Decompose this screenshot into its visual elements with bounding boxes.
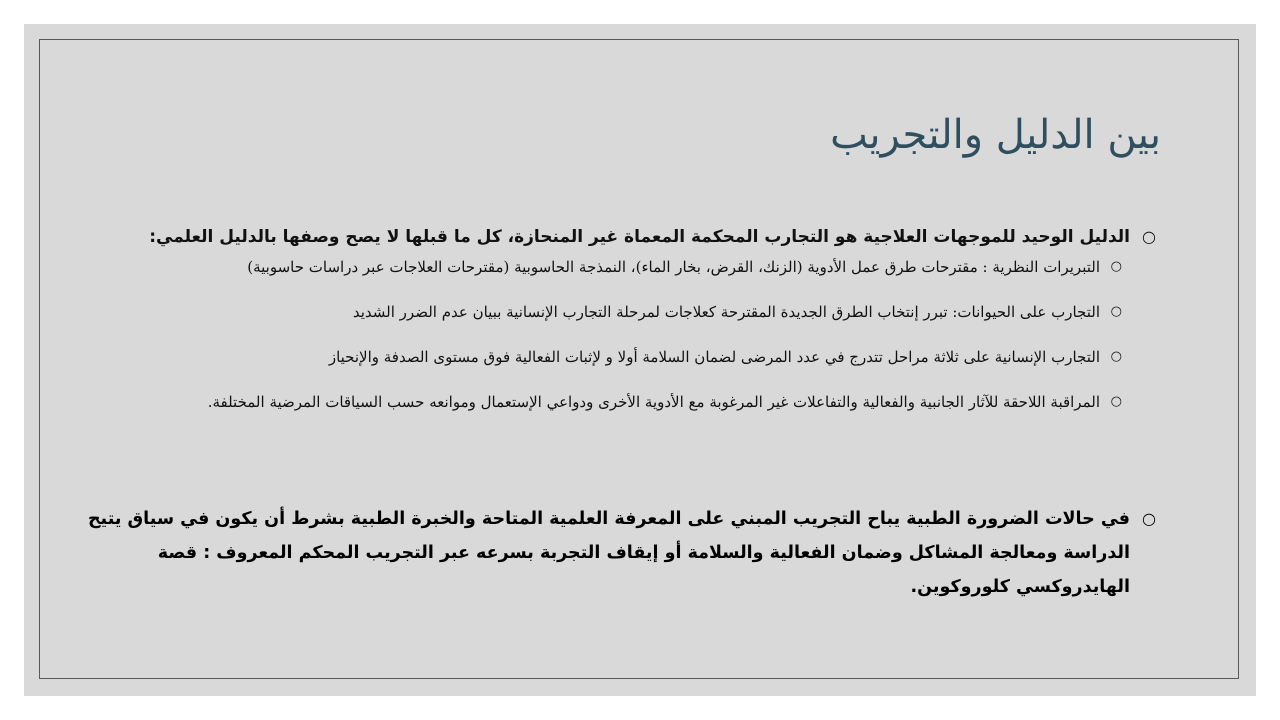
list-item <box>84 346 1122 368</box>
slide-title: بين الدليل والتجريب <box>830 112 1161 158</box>
second-point-text: في حالات الضرورة الطبية يباح التجريب المبني على المعرفة العلمية المتاحة والخبرة الطبية بشرط أن يكون في سياق يتيح الدراسة ومعالجة المشاكل وضمان الفعالية والسلامة أو إيقاف التجربة بسرعه عبر التجريب المحكم المعروف : قصة الهايدروكسي كلوروكوين. <box>87 509 1130 597</box>
sub-point-text: التبريرات النظرية : مقترحات طرق عمل الأدوية (الزنك، القرض، بخار الماء)، النمذجة الحاسوبية (مقترحات العلاجات عبر دراسات حاسوبية) <box>247 258 1100 276</box>
sub-bullet-icon: ○ <box>1110 394 1122 409</box>
sub-bullet-icon: ○ <box>1110 304 1122 319</box>
sub-point-text: التجارب الإنسانية على ثلاثة مراحل تتدرج في عدد المرضى لضمان السلامة أولا و لإثبات الفعالية فوق مستوى الصدفة والإنحياز <box>328 348 1100 366</box>
main-point-text: الدليل الوحيد للموجهات العلاجية هو التجارب المحكمة المعماة غير المنحازة، كل ما قبلها لا يصح وصفها بالدليل العلمي: <box>149 227 1130 247</box>
sub-bullet-icon: ○ <box>1110 259 1122 274</box>
list-item <box>84 256 1122 278</box>
slide <box>24 24 1256 696</box>
sub-points-list <box>84 256 1156 413</box>
slide-content <box>84 224 1156 436</box>
main-point <box>84 224 1156 250</box>
sub-point-text: التجارب على الحيوانات: تبرر إنتخاب الطرق الجديدة المقترحة كعلاجات لمرحلة التجارب الإنسانية ببيان عدم الضرر الشديد <box>352 303 1100 321</box>
list-item <box>84 391 1122 413</box>
bullet-marker-icon: ○ <box>1142 509 1156 528</box>
sub-point-text: المراقبة اللاحقة للآثار الجانبية والفعالية والتفاعلات غير المرغوبة مع الأدوية الأخرى ودواعي الإستعمال وموانعه حسب السياقات المرضية المختلفة. <box>207 393 1100 411</box>
second-point-block <box>79 502 1156 604</box>
list-item <box>84 301 1122 323</box>
second-point <box>79 502 1156 604</box>
sub-bullet-icon: ○ <box>1110 349 1122 364</box>
bullet-marker-icon: ○ <box>1142 227 1156 246</box>
